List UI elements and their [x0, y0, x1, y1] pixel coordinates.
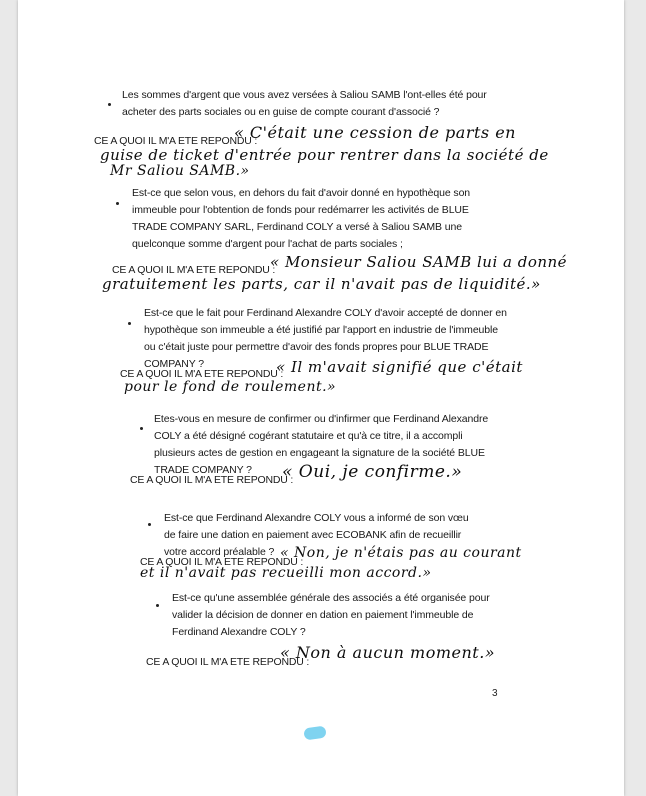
handwritten-answer: pour le fond de roulement.» — [124, 379, 337, 395]
bullet — [140, 427, 143, 430]
handwritten-answer: « Monsieur Saliou SAMB lui a donné — [270, 253, 568, 271]
handwritten-answer: « Il m'avait signifié que c'était — [276, 358, 523, 376]
handwritten-answer: et il n'avait pas recueilli mon accord.» — [140, 565, 432, 581]
handwritten-answer: Mr Saliou SAMB.» — [110, 163, 250, 179]
page-number: 3 — [492, 688, 498, 699]
question-text: Est-ce que le fait pour Ferdinand Alexandre COLY d'avoir accepté de donner en hypothèque son immeuble a été justifié par l'apport en industrie de l'immeuble ou c'était juste pour permettre d'avoir des fonds propres pour BLUE TRADE COMPANY ? — [144, 307, 507, 370]
question-text: Etes-vous en mesure de confirmer ou d'infirmer que Ferdinand Alexandre COLY a été désigné cogérant statutaire et qu'à ce titre, il a accompli plusieurs actes de gestion en engageant la signature de la société BLUE TRADE COMPANY ? — [154, 413, 489, 476]
question-text: Les sommes d'argent que vous avez versées à Saliou SAMB l'ont-elles été pour acheter des parts sociales ou en guise de compte courant d'associé ? — [122, 89, 487, 118]
handwritten-answer: « C'était une cession de parts en — [234, 123, 516, 142]
answer-label: CE A QUOI IL M'A ETE REPONDU : — [120, 368, 284, 380]
bleed-through-mark — [230, 8, 233, 19]
document-page — [18, 0, 624, 796]
answer-label: CE A QUOI IL M'A ETE REPONDU : — [140, 556, 304, 568]
answer-label: CE A QUOI IL M'A ETE REPONDU : — [112, 264, 276, 276]
question-text: Est-ce que Ferdinand Alexandre COLY vous a informé de son vœu de faire une dation en paiement avec ECOBANK afin de recueillir votre accord préalable ? — [164, 512, 469, 558]
answer-label: CE A QUOI IL M'A ETE REPONDU : — [94, 135, 258, 147]
handwritten-answer: « Non, je n'étais pas au courant — [280, 545, 522, 561]
bullet — [128, 322, 131, 325]
bullet — [156, 604, 159, 607]
answer-label: CE A QUOI IL M'A ETE REPONDU : — [130, 474, 294, 486]
highlighter-mark — [303, 726, 326, 741]
bullet — [148, 523, 151, 526]
handwritten-answer: « Oui, je confirme.» — [282, 462, 463, 482]
question-text: Est-ce que selon vous, en dehors du fait d'avoir donné en hypothèque son immeuble pour l'obtention de fonds pour redémarrer les activités de BLUE TRADE COMPANY SARL, Ferdinand COLY a versé à Saliou SAMB une quelconque somme d'argent pour l'achat de parts sociales ; — [132, 187, 471, 250]
question-text: Est-ce qu'une assemblée générale des associés a été organisée pour valider la décision de donner en dation en paiement l'immeuble de Ferdinand Alexandre COLY ? — [172, 592, 490, 638]
handwritten-answer: « Non à aucun moment.» — [280, 643, 496, 662]
bullet — [116, 202, 119, 205]
handwritten-answer: gratuitement les parts, car il n'avait pas de liquidité.» — [102, 275, 541, 293]
answer-label: CE A QUOI IL M'A ETE REPONDU : — [146, 656, 310, 668]
bullet — [108, 103, 111, 106]
handwritten-answer: guise de ticket d'entrée pour rentrer dans la société de — [100, 146, 549, 164]
